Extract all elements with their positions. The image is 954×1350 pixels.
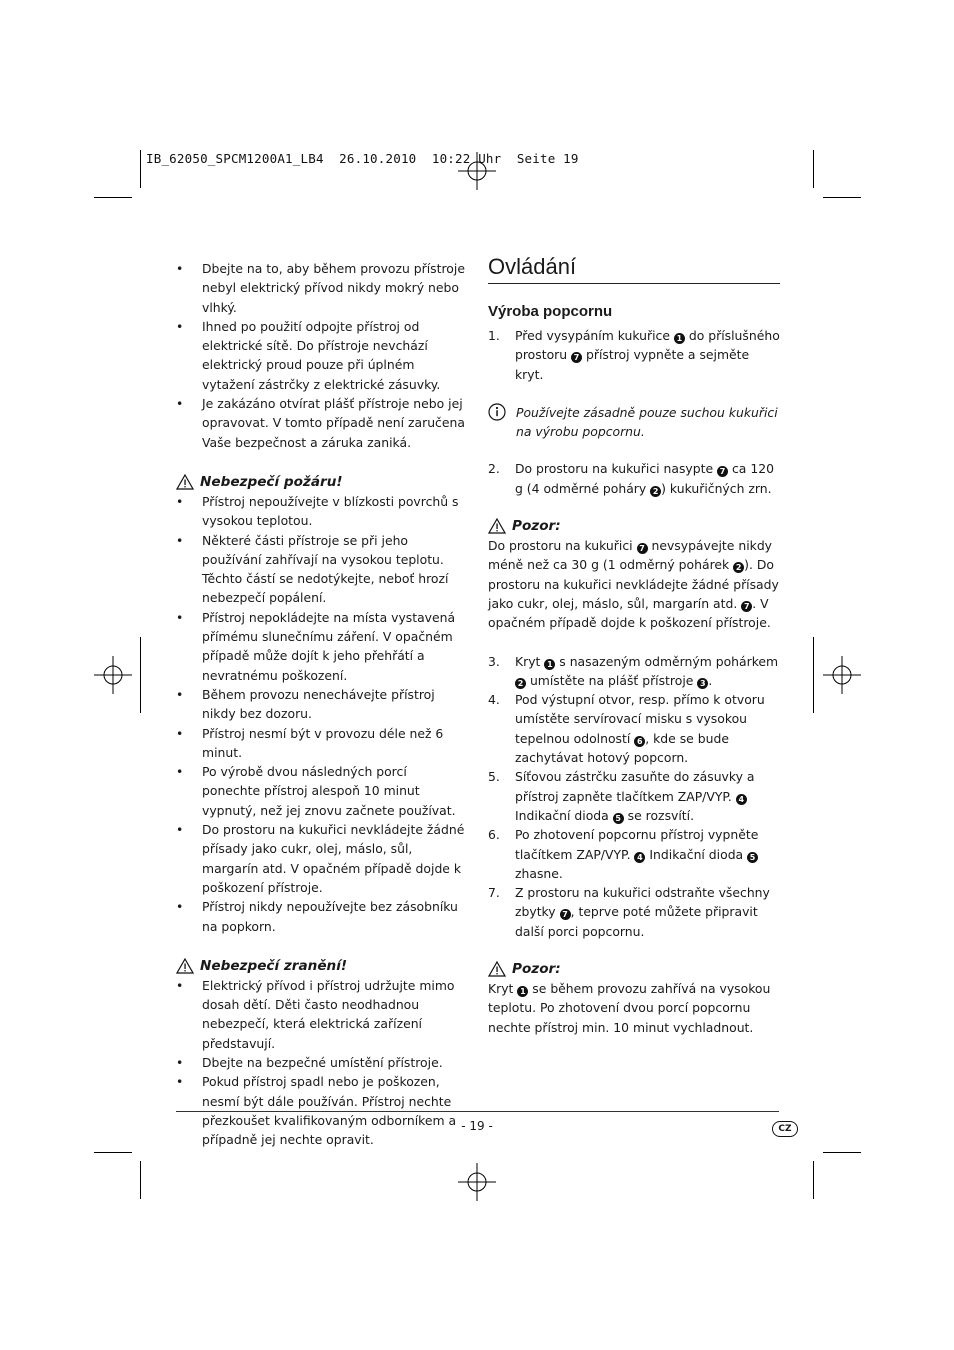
list-item: • Přístroj nikdy nepoužívejte bez zásobníku na popkorn. [176,897,468,936]
list-item: • Přístroj nepokládejte na místa vystavená přímému slunečnímu záření. V opačném případě může dojít k jeho přehřátí a nevratnému poškození. [176,608,468,685]
step-5: 5. Síťovou zástrčku zasuňte do zásuvky a přístroj zapněte tlačítkem ZAP/VYP. 4 Indikační dioda 5 se rozsvítí. [488,769,755,823]
warning-triangle-icon [176,474,194,490]
warning-triangle-icon [488,961,506,977]
part-number-badge: 5 [747,852,758,863]
crop-mark [94,197,132,198]
crop-mark [140,150,141,188]
caution-title: Pozor: [512,518,561,535]
crop-mark [823,197,861,198]
caution-heading [488,516,780,536]
steps-list [488,326,780,384]
crop-mark [94,1152,132,1153]
warning-triangle-icon [176,958,194,974]
registration-mark-icon [94,656,132,694]
injury-list [176,976,468,1150]
injury-warning-heading [176,956,468,976]
info-icon [488,403,506,421]
part-number-badge: 2 [515,678,526,689]
page-title: Ovládání [488,253,780,284]
part-number-badge: 7 [741,601,752,612]
step-text: ca 120 g (4 odměrné poháry [515,461,774,496]
part-number-badge: 5 [613,813,624,824]
page-number: - 19 - [461,1119,493,1133]
registration-mark-icon [458,152,496,190]
right-column [488,253,780,1037]
caution-text: Do prostoru na kukuřici 7 nevsypávejte nikdy méně než ca 30 g (1 odměrný pohárek 2 ). Do prostoru na kukuřici nevkládejte žádné přísady jako cukr, olej, máslo, sůl, margarín atd. 7 . V opačném případě dojde k poškození přístroje. [488,538,779,631]
step-7: 7. Z prostoru na kukuřici odstraňte všechny zbytky 7 , teprve poté můžete připravit další porci popcornu. [488,885,770,939]
list-item: • Dbejte na to, aby během provozu přístroje nebyl elektrický přívod nikdy mokrý nebo vlhký. [176,259,468,317]
step-6: 6. Po zhotovení popcornu přístroj vypněte tlačítkem ZAP/VYP. 4 Indikační dioda 5 zhasne. [488,827,759,881]
step-number: 2. [488,461,500,477]
crop-mark [813,1161,814,1199]
part-number-badge: 4 [634,852,645,863]
step-2 [488,459,780,498]
crop-mark [813,637,814,713]
part-number-badge: 4 [736,794,747,805]
step-number: 1. [488,328,500,343]
caution-text: Kryt 1 se během provozu zahřívá na vysokou teplotu. Po zhotovení dvou porcí popcornu nechte přístroj min. 10 minut vychladnout. [488,981,771,1035]
step-text: Před vysypáním kukuřice [515,328,674,343]
part-number-badge: 1 [674,333,685,344]
step-1 [488,326,780,384]
injury-warning-title: Nebezpečí zranění! [200,957,348,974]
list-item: • Ihned po použití odpojte přístroj od elektrické sítě. Do přístroje nevchází elektrický proud pouze při úplném vytažení zástrčky z elektrické zásuvky. [176,317,468,394]
info-note [488,403,780,442]
steps-list [488,459,780,498]
part-number-badge: 7 [637,543,648,554]
fire-list [176,492,468,936]
crop-mark [823,1152,861,1153]
part-number-badge: 1 [544,659,555,670]
part-number-badge: 1 [517,986,528,997]
part-number-badge: 7 [717,466,728,477]
step-number: 3. [488,653,500,669]
part-number-badge: 6 [634,736,645,747]
safety-list [176,259,468,452]
registration-mark-icon [458,1163,496,1201]
caution-heading [488,959,780,979]
step-text: ) kukuřičných zrn. [661,480,772,496]
part-number-badge: 3 [697,678,708,689]
list-item: • Přístroj nepoužívejte v blízkosti povrchů s vysokou teplotou. [176,492,468,531]
step-number: 7. [488,885,500,901]
step-number: 4. [488,692,500,708]
fire-warning-heading [176,472,468,492]
left-column [176,259,468,1149]
step-number: 6. [488,827,500,843]
part-number-badge: 7 [560,909,571,920]
list-item: • Některé části přístroje se při jeho používání zahřívají na vysokou teplotu. Těchto částí se nedotýkejte, neboť hrozí nebezpečí popálení. [176,531,468,608]
step-number: 5. [488,769,500,785]
list-item: • Do prostoru na kukuřici nevkládejte žádné přísady jako cukr, olej, máslo, sůl, margarín atd. V opačném případě dojde k poškození přístroje. [176,820,468,897]
step-3: 3. Kryt 1 s nasazeným odměrným pohárkem 2 umístěte na plášť přístroje 3 . [488,653,779,688]
list-item: • Během provozu nenechávejte přístroj nikdy bez dozoru. [176,685,468,724]
part-number-badge: 7 [571,352,582,363]
crop-mark [813,150,814,188]
list-item: • Po výrobě dvou následných porcí ponechte přístroj alespoň 10 minut vypnutý, než jej znovu začnete používat. [176,762,468,820]
step-text: Do prostoru na kukuřici nasypte [515,461,718,477]
part-number-badge: 2 [733,562,744,573]
fire-warning-title: Nebezpečí požáru! [200,473,343,490]
list-item: • Pokud přístroj spadl nebo je poškozen, nesmí být dále používán. Přístroj nechte přezkoušet kvalifikovaným odborníkem a případně jej nechte opravit. [176,1072,468,1149]
crop-mark [140,637,141,713]
steps-list [488,652,780,941]
part-number-badge: 2 [650,486,661,497]
registration-mark-icon [823,656,861,694]
info-text: Používejte zásadně pouze suchou kukuřici na výrobu popcornu. [516,404,778,440]
crop-mark [140,1161,141,1199]
section-title: Výroba popcornu [488,303,613,320]
country-badge: CZ [772,1121,798,1137]
print-slug: IB_62050_SPCM1200A1_LB4 26.10.2010 10:22 Uhr Seite 19 [146,151,579,166]
step-text: přístroj vypněte a sejměte kryt. [515,347,750,382]
list-item: • Elektrický přívod i přístroj udržujte mimo dosah dětí. Děti často neodhadnou nebezpečí, která elektrická zařízení představují. [176,976,468,1053]
list-item: • Dbejte na bezpečné umístění přístroje. [176,1053,468,1072]
step-text: do příslušného prostoru [515,328,780,363]
caution-title: Pozor: [512,961,561,978]
list-item: • Přístroj nesmí být v provozu déle než 6 minut. [176,724,468,763]
list-item: • Je zakázáno otvírat plášť přístroje nebo jej opravovat. V tomto případě není zaručena Vaše bezpečnost a záruka zaniká. [176,394,468,452]
warning-triangle-icon [488,518,506,534]
step-4: 4. Pod výstupní otvor, resp. přímo k otvoru umístěte servírovací misku s vysokou tepelnou odolností 6 , kde se bude zachytávat hotový popcorn. [488,692,765,766]
footer-divider [176,1111,779,1112]
